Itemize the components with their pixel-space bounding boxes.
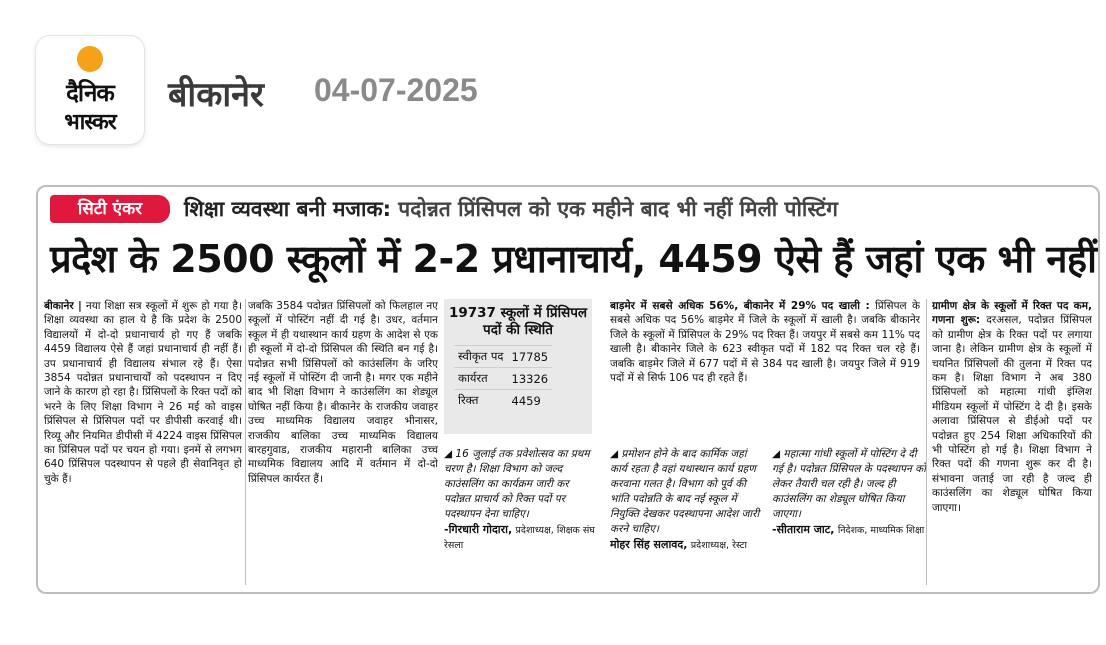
- quote-marker-icon: ◢: [444, 448, 456, 460]
- column-1-text: नया शिक्षा सत्र स्कूलों में शुरू हो गया है। शिक्षा व्यवस्था का हाल ये है कि प्रदेश के 2500 विद्यालयों में दो-दो प्रधानाचार्य हो गए हैं जबकि 4459 विद्यालय ऐसे हैं जहां प्रधानाचार्य ही नहीं हैं। उप प्रधानाचार्य ही विद्यालय संभाल रहे हैं। ऐसा 3854 पदोन्नत प्रधानाचार्यों को पदस्थापन न दिए जाने के कारण हो रहा है। प्रिंसिपलों के रिक्त पदों को भरने के लिए शिक्षा विभाग ने 26 मई को वाइस प्रिंसिपल से प्रिंसिपल पदों पर डीपीसी करवाई थी। रिव्यू और नियमित डीपीसी में 4224 वाइस प्रिंसिपल का प्रिंसिपल पदों पर चयन हो गया। इनमें से लगभग 640 प्रिंसिपल पदस्थापन से पहले ही सेवानिवृत हो चुके हैं।: [44, 300, 242, 485]
- table-row: [454, 368, 552, 390]
- column-1: [44, 299, 242, 585]
- column-divider: [926, 299, 927, 585]
- quote-text: 16 जुलाई तक प्रवेशोत्सव का प्रथम चरण है। शिक्षा विभाग को जल्द काउंसलिंग का कार्यक्रम जारी कर पदोन्नत प्राचार्य को रिक्त पदों पर पदस्थापन देना चाहिए।: [444, 448, 590, 520]
- column-4: [610, 299, 920, 433]
- headline: प्रदेश के 2500 स्कूलों में 2-2 प्रधानाचार्य, 4459 ऐसे हैं जहां एक भी नहीं: [50, 237, 1097, 281]
- edition-date: 04-07-2025: [314, 72, 478, 108]
- stats-box-title: 19737 स्कूलों में प्रिंसिपल पदों की स्थिति: [448, 305, 588, 338]
- quote-role: निदेशक, माध्यमिक शिक्षा: [837, 525, 925, 536]
- edition-city: बीकानेर: [168, 75, 264, 115]
- stat-label: रिक्त: [454, 390, 508, 412]
- stats-table: [454, 345, 552, 411]
- sun-icon: [77, 46, 103, 72]
- table-row: [454, 390, 552, 412]
- quote-text: प्रमोशन होने के बाद कार्मिक जहां कार्य रहता है वहां यथास्थान कार्य ग्रहण करवाना गलत है। विभाग को पूर्व की भांति पदोन्नति के बाद नई स्कूल में नियुक्ति देखकर पदस्थापना आदेश जारी करने चाहिए।: [610, 448, 760, 535]
- kicker-rest: पदोन्नत प्रिंसिपल को एक महीने बाद भी नहीं मिली पोस्टिंग: [398, 197, 838, 221]
- logo-line1: दैनिक: [66, 79, 114, 107]
- stat-label: कार्यरत: [454, 368, 508, 390]
- column-2-text: जबकि 3584 पदोन्नत प्रिंसिपलों को फिलहाल नए स्कूलों में पोस्टिंग नहीं दी गई है। उधर, वर्तमान स्कूल में ही यथास्थान कार्य ग्रहण के आदेश से एक ही स्कूलों में दो-दो प्रिंसिपल की स्थिति बन गई है। पदोन्नत सभी प्रिंसिपलों को काउंसलिंग के जरिए नई स्कूलों में पोस्टिंग दी जानी है। मगर एक महीने बाद भी शिक्षा विभाग ने काउंसलिंग का शेड्यूल घोषित नहीं किया है। बीकानेर के राजकीय जवाहर उच्च माध्यमिक विद्यालय जवाहर भीनासर, राजकीय बालिका उच्च माध्यमिक विद्यालय बारहगुवाड, राजकीय महारानी बालिका उच्च माध्यमिक विद्यालय आदि में वर्तमान में दो-दो प्रिंसिपल कार्यरत हैं।: [248, 300, 438, 485]
- dateline: बीकानेर |: [44, 300, 82, 312]
- stat-value: 4459: [508, 390, 553, 412]
- quote-marker-icon: ◢: [610, 448, 622, 460]
- stat-label: स्वीकृत पद: [454, 346, 508, 368]
- column-divider: [245, 299, 246, 585]
- quote-marker-icon: ◢: [772, 448, 784, 460]
- kicker-bold: शिक्षा व्यवस्था बनी मजाक:: [184, 197, 391, 221]
- quote-name: -गिरधारी गोदारा,: [444, 523, 513, 536]
- stat-value: 13326: [508, 368, 553, 390]
- quote-name: मोहर सिंह सलावद,: [610, 538, 688, 551]
- column-4-heading: बाड़मेर में सबसे अधिक 56%, बीकानेर में 29% पद खाली :: [610, 300, 870, 312]
- quote-2: [610, 447, 762, 587]
- section-tag: सिटी एंकर: [50, 195, 170, 223]
- quote-role: प्रदेशाध्यक्ष, शिक्षक संघ रेसला: [444, 525, 595, 551]
- column-5-heading: ग्रामीण क्षेत्र के स्कूलों में रिक्त पद कम, गणना शुरू:: [932, 300, 1092, 327]
- stats-box: [444, 299, 592, 434]
- column-5-text: दरअसल, पदोन्नत प्रिंसिपल को ग्रामीण क्षेत्र के रिक्त पदों पर लगाया जाना है। लेकिन ग्रामीण क्षेत्र के स्कूलों में चयनित प्रिंसिपलों की तुलना में रिक्त पद कम है। शिक्षा विभाग ने अब 380 प्रिंसिपलों को महात्मा गांधी इंग्लिश मीडियम स्कूलों में पोस्टिंग दे दी है। इसके अलावा प्रिंसिपल से डीईओ पदों पर पदोन्नत हुए 254 शिक्षा अधिकारियों की भी पोस्टिंग हो गई है। शिक्षा विभाग ने रिक्त पदों की गणना शुरू कर दी है। संभावना जताई जा रही है जल्द ही काउंसलिंग का शेड्यूल घोषित किया जाएगा।: [932, 314, 1092, 514]
- quote-text: महात्मा गांधी स्कूलों में पोस्टिंग दे दी गई है। पदोन्नत प्रिंसिपल के पदस्थापन को लेकर तैयारी चल रही है। जल्द ही काउंसलिंग का शेड्यूल घोषित किया जाएगा।: [772, 448, 926, 520]
- dainik-bhaskar-logo: [36, 36, 144, 144]
- logo-line2: भास्कर: [64, 110, 116, 135]
- column-2: [248, 299, 438, 585]
- quote-role: प्रदेशाध्यक्ष, रेस्टा: [690, 540, 747, 551]
- column-5: [932, 299, 1092, 585]
- news-clipping: [36, 185, 1100, 594]
- stat-value: 17785: [508, 346, 553, 368]
- quote-1: [444, 447, 596, 587]
- column-4-text: प्रिंसिपल के सबसे अधिक पद 56% बाड़मेर में जिले के स्कूलों में खाली है। जबकि बीकानेर जिले के स्कूलों में प्रिंसिपल के 29% पद रिक्त हैं। जयपुर में सबसे कम 11% पद खाली है। बीकानेर जिले के 623 स्वीकृत पदों में 182 पद रिक्त चल रहे हैं। जबकि बाड़मेर जिले में 677 पदों में से 384 पद खाली है। जयपुर जिले में 919 पदों में से सिर्फ 106 पद ही रहते हैं।: [610, 300, 920, 385]
- quote-3: [772, 447, 926, 587]
- kicker-line: [184, 195, 838, 223]
- quote-name: -सीताराम जाट,: [772, 523, 835, 536]
- table-row: [454, 346, 552, 368]
